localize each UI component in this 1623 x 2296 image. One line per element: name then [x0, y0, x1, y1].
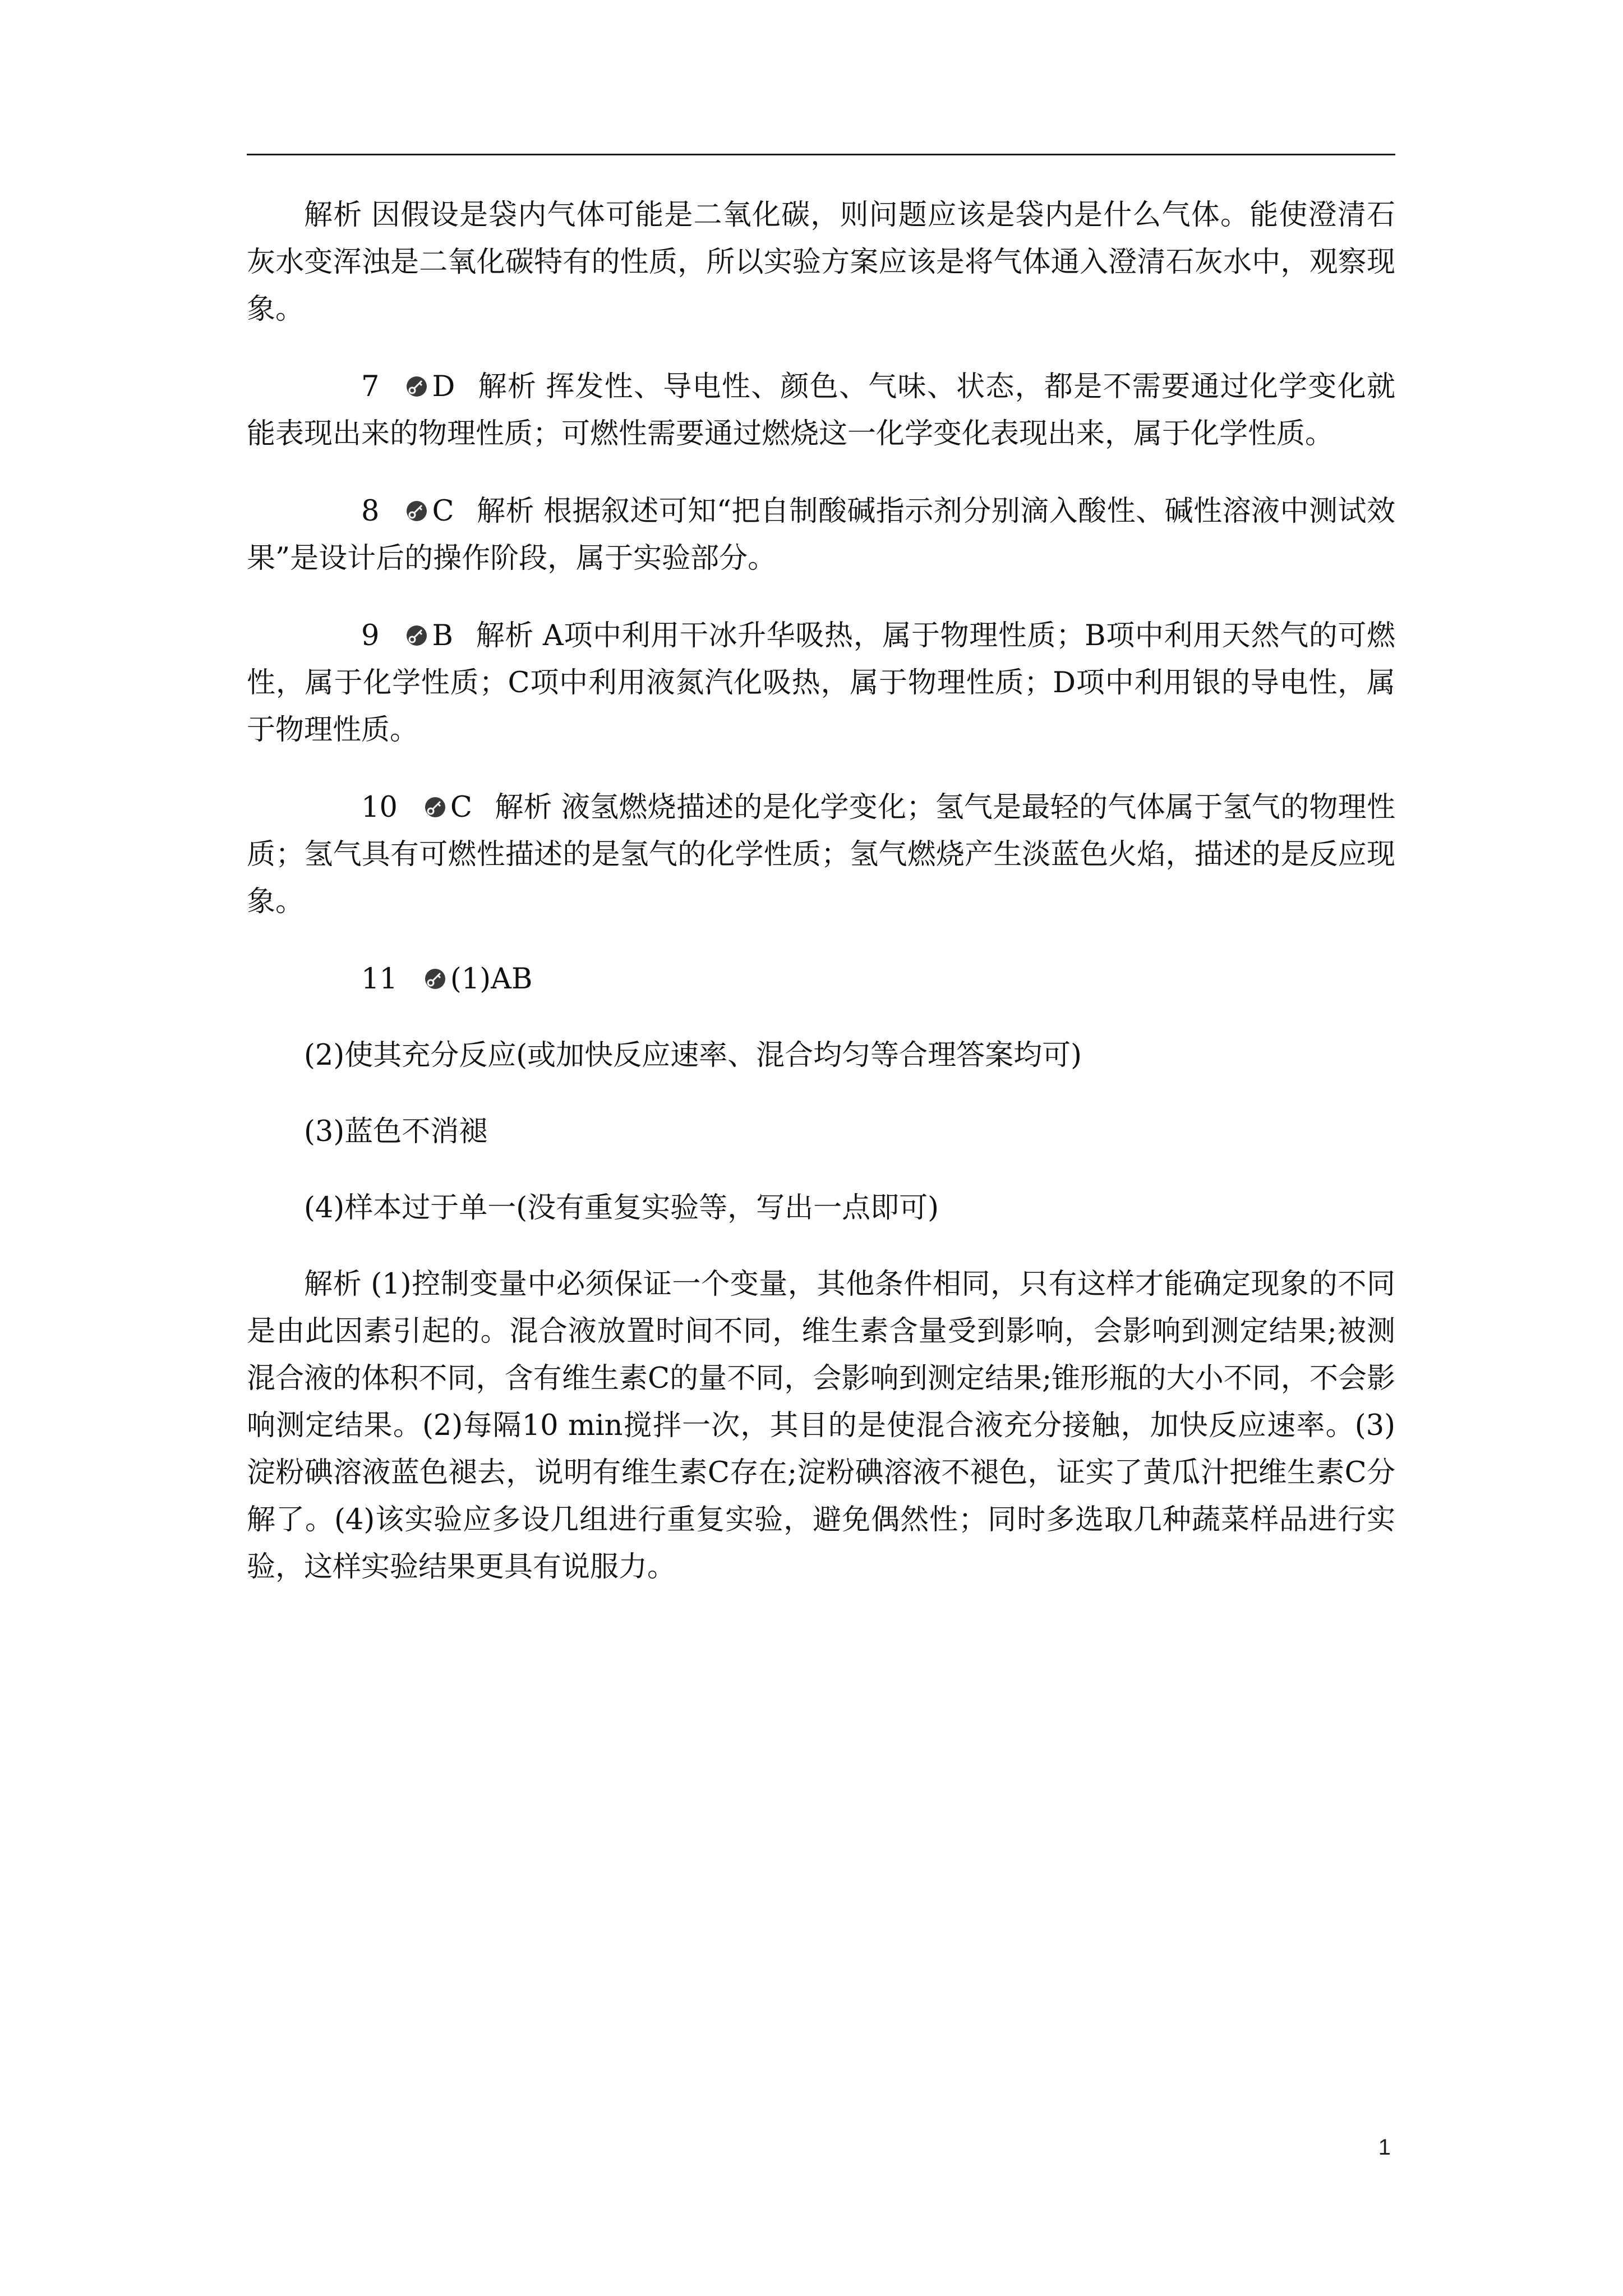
answer-q8 [247, 488, 1395, 582]
question-number: 10 [361, 791, 398, 824]
answer-q11-part3 [247, 1108, 1395, 1156]
answer-part-text: (2)使其充分反应(或加快反应速率、混合均匀等合理答案均可) [304, 1039, 1082, 1072]
answer-key-icon [422, 795, 448, 819]
explanation-text: 根据叙述可知“把自制酸碱指示剂分别滴入酸性、碱性溶液中测试效果”是设计后的操作阶段，属于实验部分。 [247, 495, 1395, 575]
answer-key-icon [404, 499, 430, 523]
page-number: 1 [1378, 2135, 1391, 2160]
explanation-label: 解析 [476, 495, 534, 528]
question-number: 11 [361, 963, 398, 996]
answer-choice: D [432, 370, 455, 403]
explanation-label: 解析 [475, 619, 534, 652]
header-rule [247, 154, 1395, 155]
explanation-label: 解析 [494, 791, 552, 824]
answer-part-text: (3)蓝色不消褪 [304, 1115, 488, 1148]
explanation-label: 解析 [304, 199, 363, 232]
answer-q11-part1 [247, 956, 1395, 1003]
answer-q11-part4 [247, 1185, 1395, 1232]
answer-choice: B [432, 619, 453, 652]
explanation-text: 挥发性、导电性、颜色、气味、状态，都是不需要通过化学变化就能表现出来的物理性质；可燃性需要通过燃烧这一化学变化表现出来，属于化学性质。 [247, 370, 1395, 450]
answer-key-icon [404, 624, 430, 647]
explanation-label: 解析 [304, 1268, 362, 1301]
question-number: 7 [361, 370, 380, 403]
explanation-label: 解析 [477, 370, 537, 403]
question-number: 9 [361, 619, 380, 652]
answer-key-icon [404, 375, 430, 398]
document-body [247, 192, 1395, 1621]
answer-key-icon [422, 967, 448, 991]
explanation-q6 [247, 192, 1395, 333]
explanation-text: A项中利用干冰升华吸热，属于物理性质；B项中利用天然气的可燃性，属于化学性质；C项中利用液氮汽化吸热，属于物理性质；D项中利用银的导电性，属于物理性质。 [247, 619, 1395, 747]
explanation-text: 液氢燃烧描述的是化学变化；氢气是最轻的气体属于氢气的物理性质；氢气具有可燃性描述的是氢气的化学性质；氢气燃烧产生淡蓝色火焰，描述的是反应现象。 [247, 791, 1395, 918]
answer-part-text: (1)AB [450, 963, 533, 996]
explanation-text: 因假设是袋内气体可能是二氧化碳，则问题应该是袋内是什么气体。能使澄清石灰水变浑浊是二氧化碳特有的性质，所以实验方案应该是将气体通入澄清石灰水中，观察现象。 [247, 199, 1395, 326]
answer-q7 [247, 364, 1395, 458]
answer-q11-part2 [247, 1032, 1395, 1079]
explanation-q11 [247, 1261, 1395, 1591]
answer-part-text: (4)样本过于单一(没有重复实验等，写出一点即可) [304, 1191, 939, 1225]
answer-q10 [247, 784, 1395, 926]
explanation-text: (1)控制变量中必须保证一个变量，其他条件相同，只有这样才能确定现象的不同是由此因素引起的。混合液放置时间不同，维生素含量受到影响，会影响到测定结果;被测混合液的体积不同，含有维生素C的量不同，会影响到测定结果;锥形瓶的大小不同，不会影响测定结果。(2)每隔10 min搅拌一次，其目的是使混合液充分接触，加快反应速率。(3)淀粉碘溶液蓝色褪去，说明有维生素C存在;淀粉碘溶液不褪色，证实了黄瓜汁把维生素C分解了。(4)该实验应多设几组进行重复实验，避免偶然性；同时多选取几种蔬菜样品进行实验，这样实验结果更具有说服力。 [247, 1268, 1395, 1584]
question-number: 8 [361, 495, 380, 528]
answer-choice: C [432, 495, 454, 528]
answer-choice: C [450, 791, 472, 824]
answer-q9 [247, 613, 1395, 754]
